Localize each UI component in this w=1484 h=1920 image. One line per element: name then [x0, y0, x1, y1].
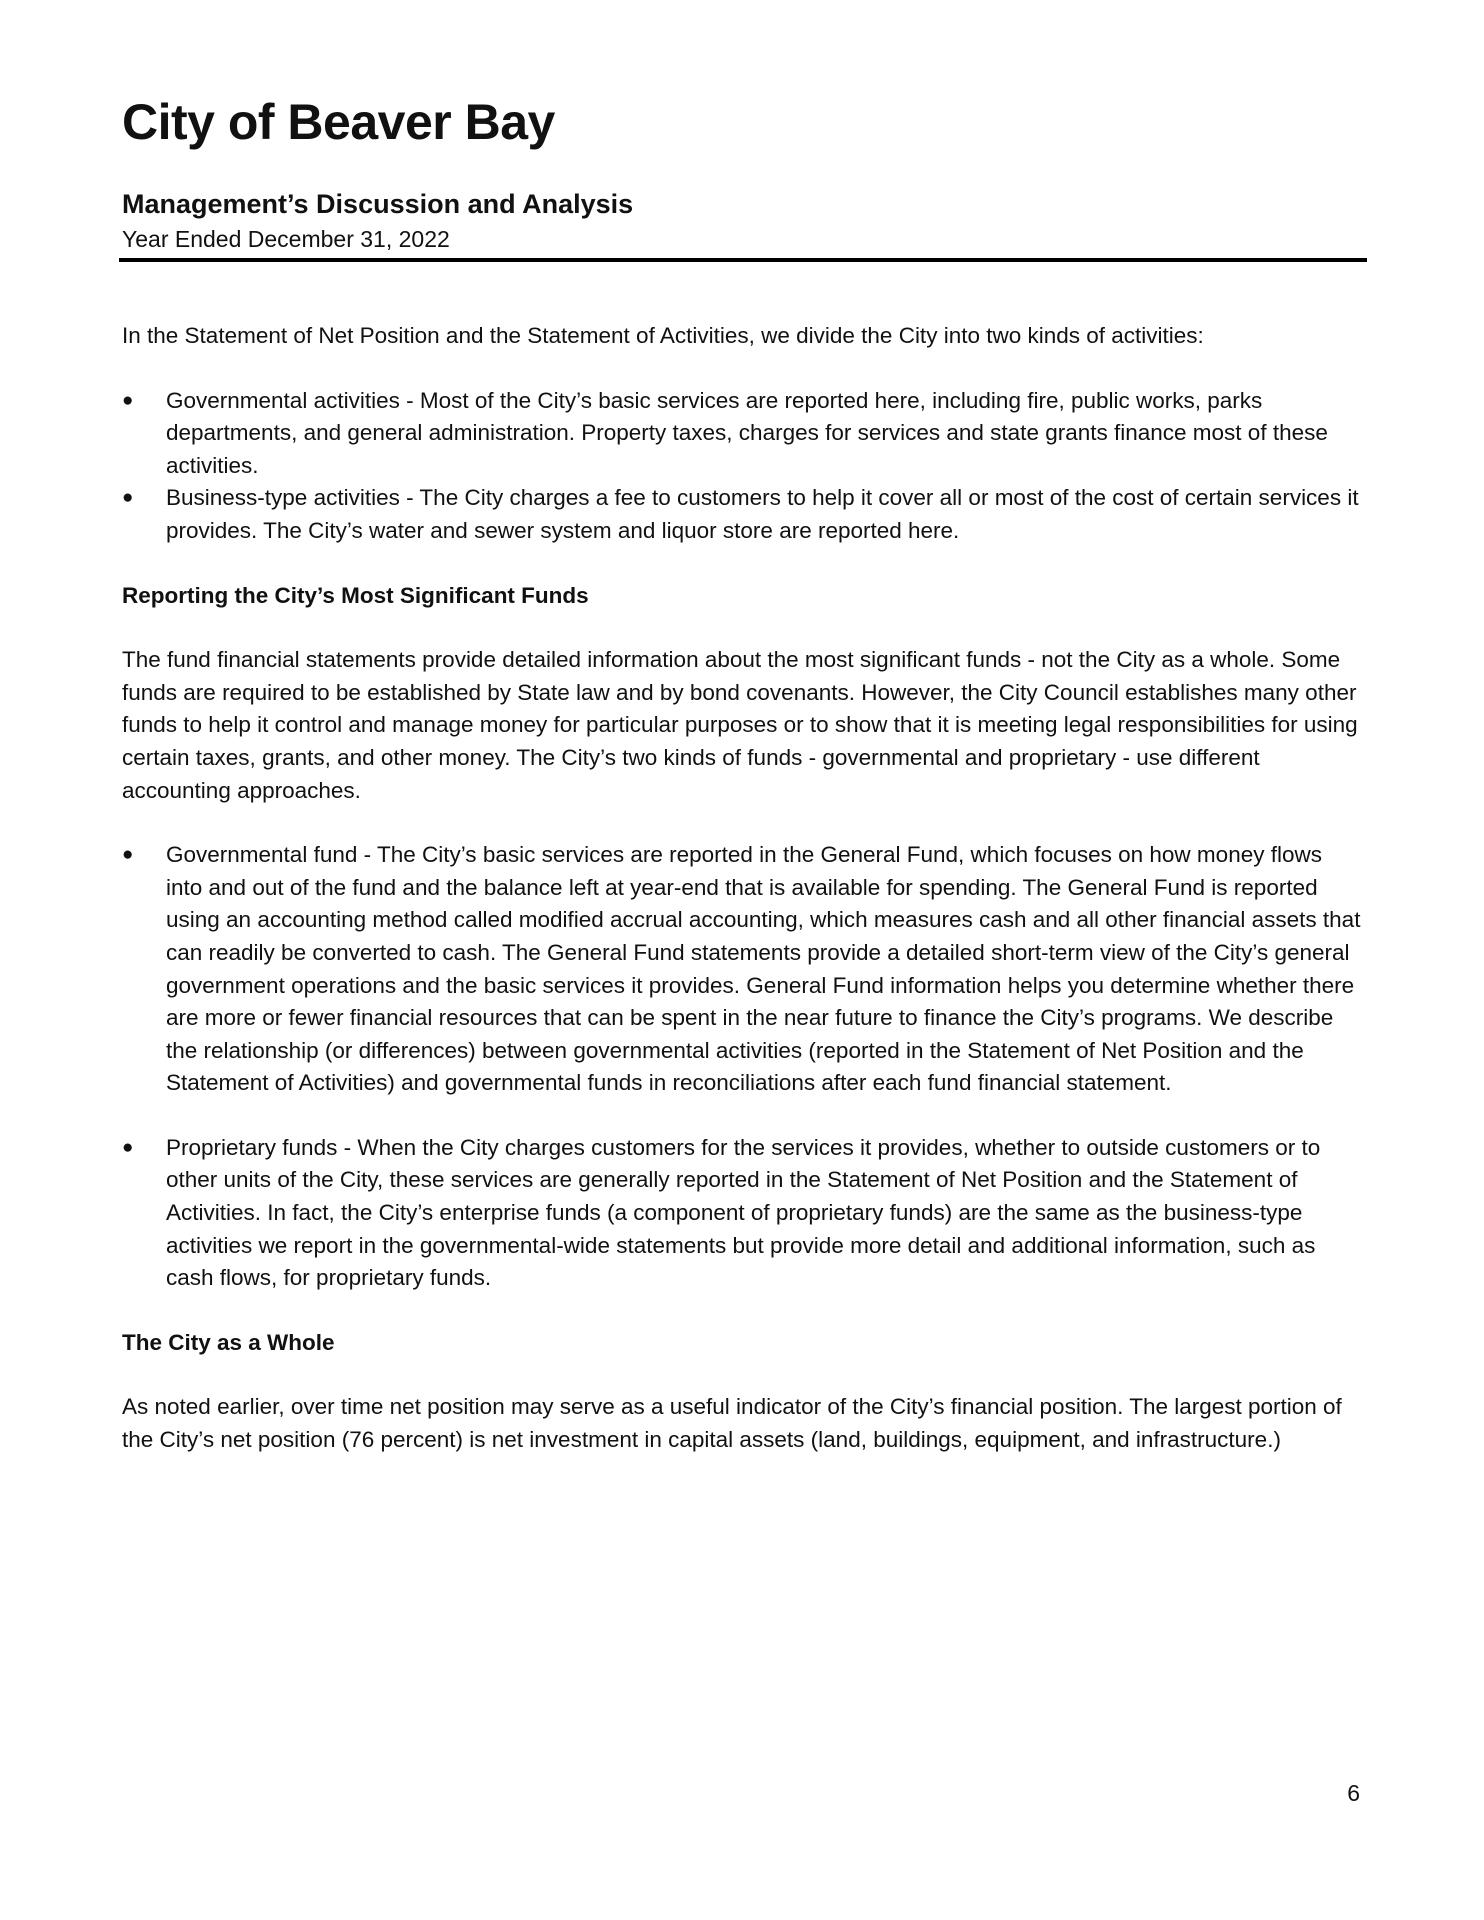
list-item	[122, 839, 1364, 1100]
list-item-text: Governmental activities - Most of the City’s basic services are reported here, including fire, public works, parks departments, and general administration. Property taxes, charges for services and state grants finance most of these activities.	[166, 387, 1328, 478]
document-body	[122, 320, 1364, 1457]
list-item	[122, 482, 1364, 547]
whole-paragraph: As noted earlier, over time net position may serve as a useful indicator of the City’s financial position. The largest portion of the City’s net position (76 percent) is net investment in capital assets (land, buildings, equipment, and infrastructure.)	[122, 1394, 1342, 1453]
page-number: 6	[1347, 1780, 1360, 1806]
bullet-icon: ●	[122, 844, 134, 866]
list-item-text: Proprietary funds - When the City charges customers for the services it provides, whether to outside customers or to other units of the City, these services are generally reported in the Statement of Net Position and the Statement of Activities. In fact, the City’s enterprise funds (a component of proprietary funds) are the same as the business-type activities we report in the governmental-wide statements but provide more detail and additional information, such as cash flows, for proprietary funds.	[166, 1134, 1321, 1291]
section-heading-whole: The City as a Whole	[122, 1329, 335, 1355]
intro-paragraph: In the Statement of Net Position and the Statement of Activities, we divide the City into two kinds of activities:	[122, 323, 1204, 348]
section-heading-funds: Reporting the City’s Most Significant Funds	[122, 582, 589, 608]
activities-list	[122, 385, 1364, 548]
list-item-text: Governmental fund - The City’s basic services are reported in the General Fund, which focuses on how money flows into and out of the fund and the balance left at year-end that is available for spending. The General Fund is reported using an accounting method called modified accrual accounting, which measures cash and all other financial assets that can readily be converted to cash. The General Fund statements provide a detailed short-term view of the City’s general government operations and the basic services it provides. General Fund information helps you determine whether there are more or fewer financial resources that can be spent in the near future to finance the City’s programs. We describe the relationship (or differences) between governmental activities (reported in the Statement of Net Position and the Statement of Activities) and governmental funds in reconciliations after each fund financial statement.	[166, 842, 1361, 1096]
list-item	[122, 385, 1364, 483]
document-page	[122, 0, 1364, 1920]
bullet-icon: ●	[122, 389, 134, 411]
bullet-icon: ●	[122, 1136, 134, 1158]
organization-title: City of Beaver Bay	[122, 94, 555, 150]
list-item-text: Business-type activities - The City charges a fee to customers to help it cover all or most of the cost of certain services it provides. The City’s water and sewer system and liquor store are reported here.	[166, 485, 1359, 543]
bullet-icon: ●	[122, 487, 134, 509]
funds-list	[122, 839, 1364, 1295]
report-period: Year Ended December 31, 2022	[122, 226, 450, 252]
funds-paragraph: The fund financial statements provide detailed information about the most significant funds - not the City as a whole. Some funds are required to be established by State law and by bond covenants. However, the City Council establishes many other funds to help it control and manage money for particular purposes or to show that it is meeting legal responsibilities for using certain taxes, grants, and other money. The City’s two kinds of funds - governmental and proprietary - use different accounting approaches.	[122, 647, 1358, 803]
list-item	[122, 1132, 1364, 1295]
header-divider	[119, 258, 1367, 262]
report-title: Management’s Discussion and Analysis	[122, 189, 634, 219]
